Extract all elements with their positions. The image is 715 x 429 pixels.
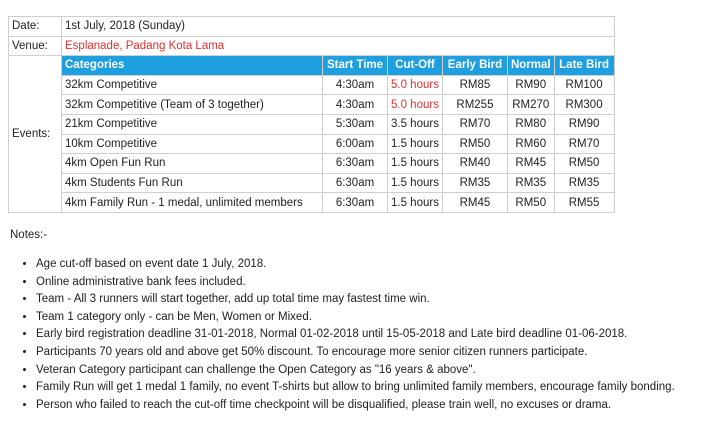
late-bird-cell: RM55 [554, 193, 614, 213]
table-row [9, 173, 615, 193]
header-early-bird: Early Bird [442, 56, 507, 76]
cut-off-cell: 5.0 hours [388, 75, 443, 95]
header-cut-off: Cut-Off [388, 56, 443, 76]
late-bird-cell: RM100 [554, 75, 614, 95]
cut-off-cell: 1.5 hours [388, 173, 443, 193]
date-value: 1st July, 2018 (Sunday) [62, 17, 615, 37]
category-cell: 21km Competitive [62, 114, 323, 134]
start-time-cell: 6:00am [323, 134, 388, 154]
cut-off-cell: 1.5 hours [388, 193, 443, 213]
notes-list [22, 256, 675, 414]
table-row [9, 75, 615, 95]
list-item: • Team - All 3 runners will start together, add up total time may fastest time win. [36, 291, 675, 309]
cut-off-cell: 1.5 hours [388, 134, 443, 154]
cut-off-cell: 3.5 hours [388, 114, 443, 134]
late-bird-cell: RM35 [554, 173, 614, 193]
cut-off-cell: 5.0 hours [388, 95, 443, 115]
late-bird-cell: RM50 [554, 154, 614, 174]
normal-cell: RM45 [507, 154, 554, 174]
date-label: Date: [9, 17, 62, 37]
cut-off-cell: 1.5 hours [388, 154, 443, 174]
category-cell: 4km Open Fun Run [62, 154, 323, 174]
category-cell: 10km Competitive [62, 134, 323, 154]
list-item: • Participants 70 years old and above get 50% discount. To encourage more senior citizen runners participate. [36, 344, 675, 362]
start-time-cell: 6:30am [323, 154, 388, 174]
normal-cell: RM90 [507, 75, 554, 95]
list-item: • Team 1 category only - can be Men, Women or Mixed. [36, 309, 675, 327]
normal-cell: RM270 [507, 95, 554, 115]
start-time-cell: 4:30am [323, 75, 388, 95]
table-row [9, 95, 615, 115]
header-normal: Normal [507, 56, 554, 76]
category-cell: 32km Competitive (Team of 3 together) [62, 95, 323, 115]
header-categories: Categories [62, 56, 323, 76]
table-header-row [9, 56, 615, 76]
early-bird-cell: RM45 [442, 193, 507, 213]
early-bird-cell: RM85 [442, 75, 507, 95]
header-late-bird: Late Bird [554, 56, 614, 76]
list-item: • Veteran Category participant can challenge the Open Category as "16 years & above". [36, 362, 675, 380]
late-bird-cell: RM300 [554, 95, 614, 115]
list-item: • Age cut-off based on event date 1 July, 2018. [36, 256, 675, 274]
start-time-cell: 4:30am [323, 95, 388, 115]
normal-cell: RM60 [507, 134, 554, 154]
venue-value: Esplanade, Padang Kota Lama [62, 36, 615, 56]
normal-cell: RM80 [507, 114, 554, 134]
notes-title: Notes:- [10, 229, 48, 241]
early-bird-cell: RM35 [442, 173, 507, 193]
date-row [9, 17, 615, 37]
table-row [9, 193, 615, 213]
table-row [9, 154, 615, 174]
normal-cell: RM35 [507, 173, 554, 193]
category-cell: 4km Family Run - 1 medal, unlimited members [62, 193, 323, 213]
category-cell: 4km Students Fun Run [62, 173, 323, 193]
event-info-table [8, 16, 615, 213]
list-item: • Family Run will get 1 medal 1 family, no event T-shirts but allow to bring unlimited family members, encourage family bonding. [36, 379, 675, 397]
early-bird-cell: RM70 [442, 114, 507, 134]
list-item: • Person who failed to reach the cut-off time checkpoint will be disqualified, please train well, no excuses or drama. [36, 397, 675, 415]
list-item: • Online administrative bank fees included. [36, 274, 675, 292]
start-time-cell: 6:30am [323, 193, 388, 213]
normal-cell: RM50 [507, 193, 554, 213]
late-bird-cell: RM70 [554, 134, 614, 154]
early-bird-cell: RM255 [442, 95, 507, 115]
start-time-cell: 6:30am [323, 173, 388, 193]
table-row [9, 134, 615, 154]
start-time-cell: 5:30am [323, 114, 388, 134]
venue-label: Venue: [9, 36, 62, 56]
table-row [9, 114, 615, 134]
category-cell: 32km Competitive [62, 75, 323, 95]
early-bird-cell: RM40 [442, 154, 507, 174]
events-label: Events: [9, 56, 62, 213]
venue-row [9, 36, 615, 56]
header-start-time: Start Time [323, 56, 388, 76]
late-bird-cell: RM90 [554, 114, 614, 134]
list-item: • Early bird registration deadline 31-01-2018, Normal 01-02-2018 until 15-05-2018 and Late bird deadline 01-06-2018. [36, 326, 675, 344]
early-bird-cell: RM50 [442, 134, 507, 154]
